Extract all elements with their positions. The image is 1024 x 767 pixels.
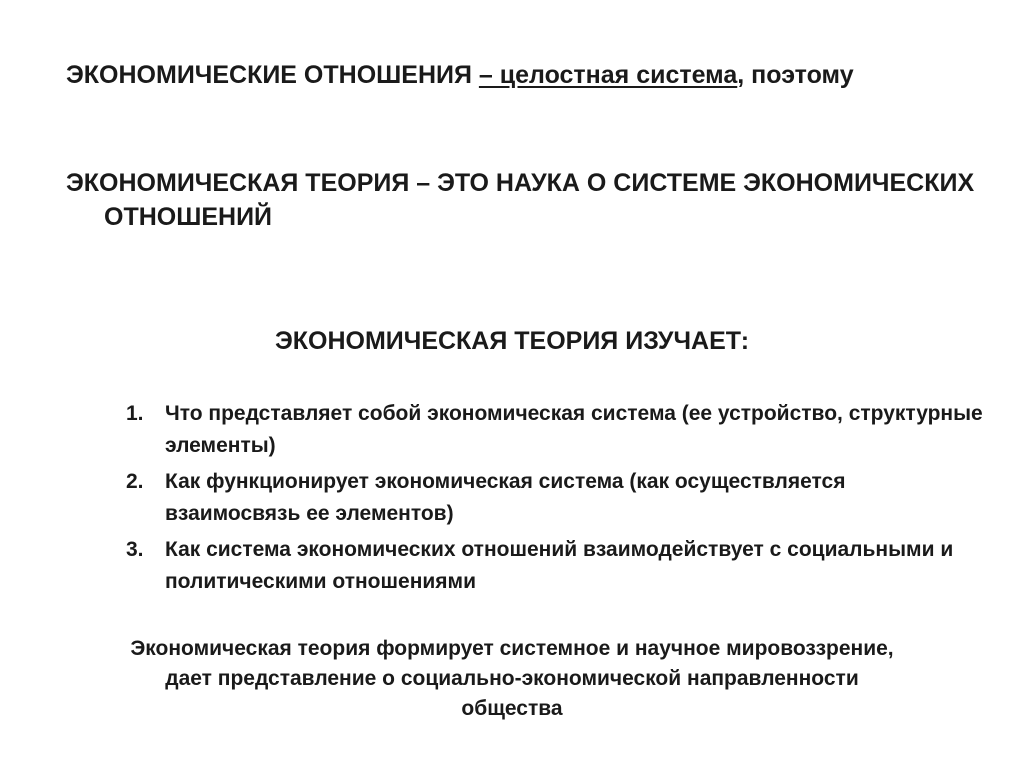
conclusion-line-3: общества: [461, 697, 563, 720]
list-item: [126, 398, 986, 462]
list-item-text: Как система экономических отношений взаимодействует с социальными и политическими отношениями: [165, 538, 954, 593]
economic-relations-lead: ЭКОНОМИЧЕСКИЕ ОТНОШЕНИЯ: [66, 61, 479, 89]
list-item: [126, 534, 986, 598]
economic-theory-definition: ЭКОНОМИЧЕСКАЯ ТЕОРИЯ – ЭТО НАУКА О СИСТЕМЕ ЭКОНОМИЧЕСКИХ ОТНОШЕНИЙ: [66, 169, 975, 231]
studies-list: [126, 398, 986, 602]
conclusion-line-2: дает представление о социально-экономической направленности: [165, 667, 859, 690]
list-item: [126, 466, 986, 530]
list-item-number: 2.: [126, 470, 144, 493]
economic-relations-tail: , поэтому: [737, 61, 854, 89]
conclusion-text: [0, 634, 1024, 724]
list-item-number: 3.: [126, 538, 144, 561]
conclusion-line-1: Экономическая теория формирует системное и научное мировоззрение,: [130, 637, 894, 660]
list-item-number: 1.: [126, 402, 144, 425]
list-item-text: Что представляет собой экономическая система (ее устройство, структурные элементы): [165, 402, 983, 457]
economic-relations-statement: [66, 58, 1004, 92]
section-heading: ЭКОНОМИЧЕСКАЯ ТЕОРИЯ ИЗУЧАЕТ:: [274, 327, 750, 355]
integral-system-underlined: – целостная система: [478, 61, 738, 89]
list-item-text: Как функционирует экономическая система (как осуществляется взаимосвязь ее элементов): [165, 470, 846, 525]
